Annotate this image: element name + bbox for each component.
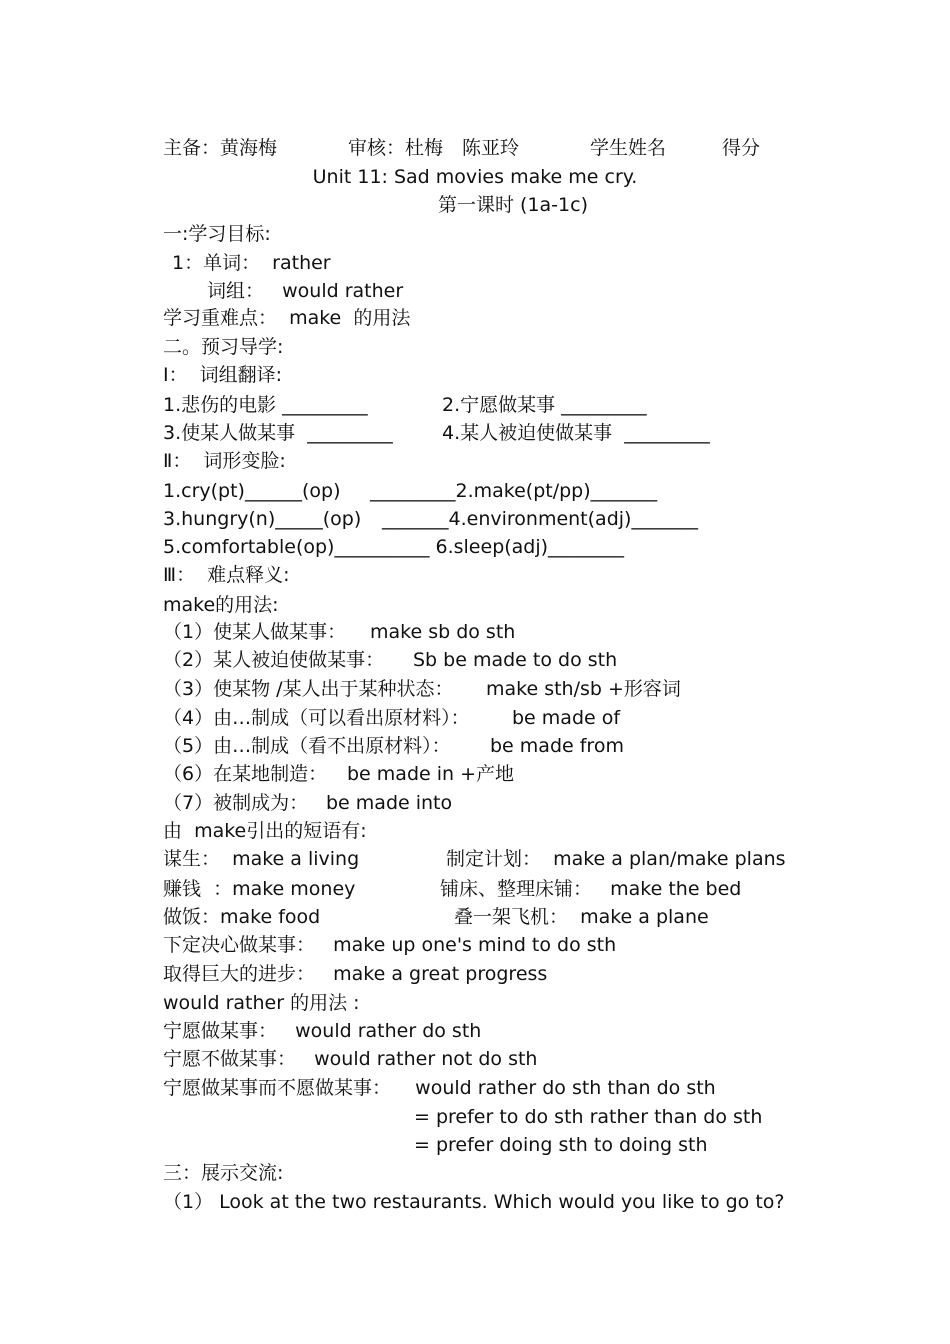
usage-7-cn: （7）被制成为： (163, 792, 309, 814)
phrase-progress: 取得巨大的进步： make a great progress (163, 963, 548, 985)
translate-item-1: 1.悲伤的电影 _________ (163, 394, 368, 416)
reviewer-label: 审核：杜梅 陈亚玲 (348, 137, 520, 159)
phrase-money: 赚钱 ：make money (163, 878, 356, 900)
usage-5-en: be made from (490, 735, 624, 757)
usage-3-en: make sth/sb +形容词 (486, 678, 681, 700)
wordform-item-2: _________2.make(pt/pp)_______ (370, 480, 658, 502)
unit-title: Unit 11: Sad movies make me cry. (312, 166, 638, 188)
usage-6-en: be made in +产地 (347, 763, 515, 785)
usage-1-en: make sb do sth (370, 621, 516, 643)
phrase-living: 谋生： make a living (163, 848, 360, 870)
phrase-food: 做饭：make food (163, 906, 321, 928)
usage-7-en: be made into (326, 792, 453, 814)
score-label: 得分 (722, 137, 761, 159)
make-usage-title: make的用法: (163, 594, 279, 616)
usage-1-cn: （1）使某人做某事： (163, 621, 347, 643)
question-1: （1） Look at the two restaurants. Which would you like to go to? (163, 1191, 785, 1213)
section3-heading: 三：展示交流: (163, 1162, 284, 1184)
usage-5-cn: （5）由…制成（看不出原材料）： (163, 735, 451, 757)
rather-usage-5: = prefer doing sth to doing sth (414, 1134, 708, 1156)
phrase-plan: 制定计划： make a plan/make plans (446, 848, 786, 870)
translate-item-4: 4.某人被迫使做某事 _________ (442, 422, 710, 444)
phrases-title: 由 make引出的短语有: (163, 820, 367, 842)
vocab-words: 1：单词： rather (172, 252, 331, 274)
usage-6-cn: （6）在某地制造： (163, 763, 328, 785)
lesson-subtitle: 第一课时 (1a-1c) (438, 194, 588, 216)
student-name-label: 学生姓名 (590, 137, 667, 159)
section2-heading: 二。预习导学: (163, 336, 284, 358)
preparer-label: 主备：黄海梅 (163, 137, 278, 159)
wordform-item-4: _______4.environment(adj)_______ (382, 508, 698, 530)
rather-usage-2: 宁愿不做某事： would rather not do sth (163, 1048, 538, 1070)
key-points: 学习重难点： make 的用法 (163, 307, 411, 329)
wordform-item-1: 1.cry(pt)______(op) (163, 480, 341, 502)
usage-2-cn: （2）某人被迫使做某事： (163, 649, 385, 671)
usage-2-en: Sb be made to do sth (413, 649, 618, 671)
wordform-item-3: 3.hungry(n)_____(op) (163, 508, 362, 530)
part2-heading: Ⅱ： 词形变脸: (163, 450, 286, 472)
rather-usage-title: would rather 的用法 : (163, 992, 360, 1014)
part1-heading: Ⅰ： 词组翻译: (163, 364, 283, 386)
usage-4-cn: （4）由…制成（可以看出原材料）： (163, 707, 470, 729)
rather-usage-4: = prefer to do sth rather than do sth (414, 1106, 763, 1128)
phrase-bed: 铺床、整理床铺： make the bed (440, 878, 742, 900)
wordform-item-5-6: 5.comfortable(op)__________ 6.sleep(adj)________ (163, 536, 625, 558)
phrase-plane: 叠一架飞机： make a plane (454, 906, 709, 928)
translate-item-2: 2.宁愿做某事 _________ (442, 394, 647, 416)
usage-4-en: be made of (512, 707, 621, 729)
usage-3-cn: （3）使某物 /某人出于某种状态： (163, 678, 454, 700)
section1-heading: 一:学习目标: (163, 223, 271, 245)
part3-heading: Ⅲ： 难点释义: (163, 564, 290, 586)
phrase-mind: 下定决心做某事： make up one's mind to do sth (163, 934, 617, 956)
vocab-phrases: 词组： would rather (207, 280, 404, 302)
rather-usage-3: 宁愿做某事而不愿做某事： would rather do sth than do sth (163, 1077, 716, 1099)
rather-usage-1: 宁愿做某事： would rather do sth (163, 1020, 482, 1042)
translate-item-3: 3.使某人做某事 _________ (163, 422, 393, 444)
